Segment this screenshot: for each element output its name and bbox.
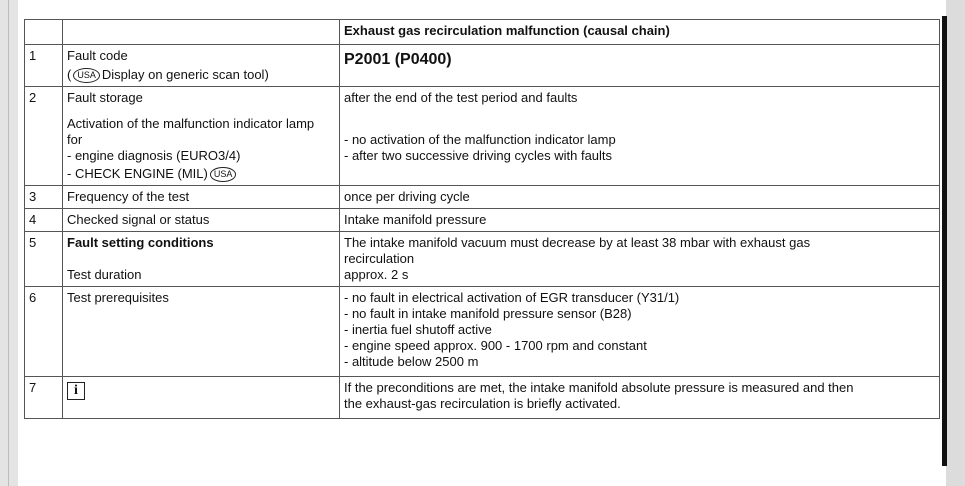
label-line-text: - CHECK ENGINE (MIL)	[67, 166, 208, 182]
fault-table	[24, 19, 940, 419]
table-row	[25, 232, 940, 287]
label-line: Fault setting conditions	[67, 235, 214, 251]
row-number: 7	[25, 377, 63, 419]
value-line: after the end of the test period and faults	[344, 90, 578, 106]
row-number: 5	[25, 232, 63, 287]
value-line: - altitude below 2500 m	[344, 354, 479, 370]
row-label	[63, 87, 340, 186]
table-row	[25, 287, 940, 377]
row-value	[340, 287, 940, 377]
row-value	[340, 87, 940, 186]
label-line-mil	[67, 166, 335, 182]
row-label: Checked signal or status	[63, 209, 340, 232]
table-title: Exhaust gas recirculation malfunction (causal chain)	[340, 20, 940, 45]
label-line-scan-tool	[67, 67, 335, 83]
value-line: - no fault in intake manifold pressure sensor (B28)	[344, 306, 632, 322]
table-row	[25, 377, 940, 419]
viewer-margin	[0, 0, 18, 486]
row-label: Test prerequisites	[63, 287, 340, 377]
row-value	[340, 377, 940, 419]
row-label	[63, 232, 340, 287]
viewer-margin-line	[8, 0, 9, 486]
row-number: 3	[25, 186, 63, 209]
label-line: - engine diagnosis (EURO3/4)	[67, 148, 241, 164]
table-header-row	[25, 20, 940, 45]
value-line: - after two successive driving cycles with faults	[344, 148, 613, 164]
label-line: Activation of the malfunction indicator lamp	[67, 116, 315, 132]
fault-code-value: P2001 (P0400)	[344, 51, 452, 68]
table-row	[25, 186, 940, 209]
table-row	[25, 87, 940, 186]
table-row	[25, 209, 940, 232]
value-line: If the preconditions are met, the intake manifold absolute pressure is measured and then	[344, 380, 854, 396]
value-line: - no activation of the malfunction indicator lamp	[344, 132, 616, 148]
row-label	[63, 377, 340, 419]
label-line: Test duration	[67, 267, 142, 283]
row-value: Intake manifold pressure	[340, 209, 940, 232]
usa-badge-icon: USA	[73, 68, 100, 83]
row-number: 4	[25, 209, 63, 232]
table-row	[25, 45, 940, 87]
header-empty-label	[63, 20, 340, 45]
value-line: - engine speed approx. 900 - 1700 rpm and constant	[344, 338, 647, 354]
row-value	[340, 232, 940, 287]
value-line: approx. 2 s	[344, 267, 409, 283]
value-line: recirculation	[344, 251, 415, 267]
value-line: - inertia fuel shutoff active	[344, 322, 492, 338]
row-value	[340, 45, 940, 87]
row-number: 6	[25, 287, 63, 377]
header-empty-num	[25, 20, 63, 45]
row-number: 2	[25, 87, 63, 186]
usa-badge-icon: USA	[210, 167, 237, 182]
info-icon: i	[67, 382, 85, 400]
page-shadow	[942, 16, 947, 466]
value-line: the exhaust-gas recirculation is briefly activated.	[344, 396, 621, 412]
value-line: - no fault in electrical activation of EGR transducer (Y31/1)	[344, 290, 680, 306]
label-line: Fault code	[67, 48, 128, 63]
row-label	[63, 45, 340, 87]
row-value: once per driving cycle	[340, 186, 940, 209]
label-line: for	[67, 132, 83, 148]
label-line-text: Display on generic scan tool)	[101, 67, 269, 82]
document-page	[18, 0, 946, 486]
row-label: Frequency of the test	[63, 186, 340, 209]
row-number: 1	[25, 45, 63, 87]
label-line: Fault storage	[67, 90, 143, 106]
value-line: The intake manifold vacuum must decrease by at least 38 mbar with exhaust gas	[344, 235, 811, 251]
paren-open: (	[67, 67, 72, 82]
